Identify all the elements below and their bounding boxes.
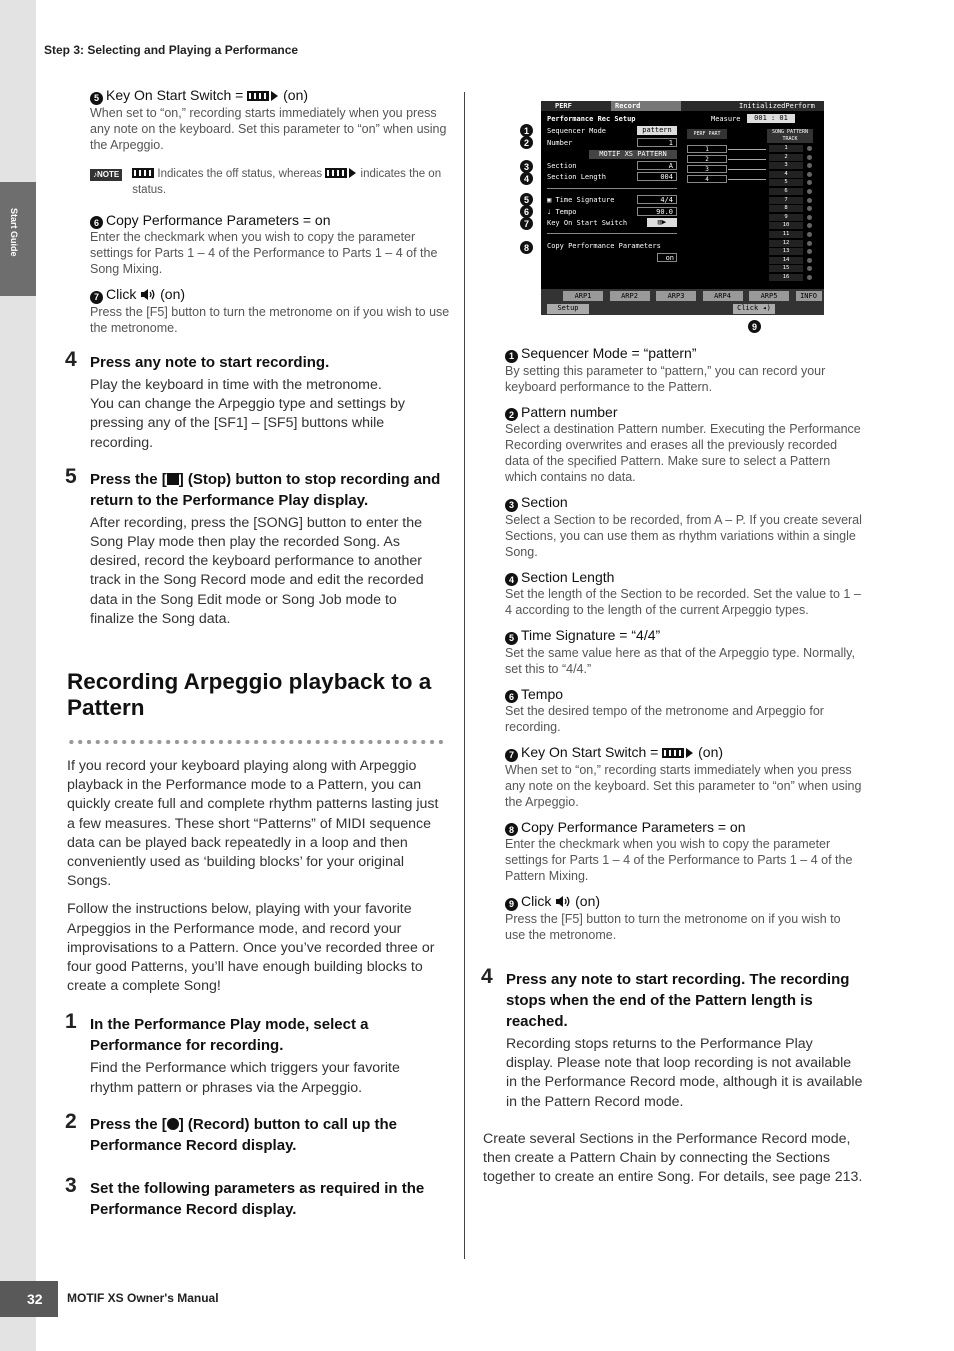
lcd-track-dot-icon [807, 266, 812, 271]
param-desc: Enter the checkmark when you wish to copy the parameter settings for Parts 1 – 4 of the Performance to Parts 1 – 4 of the Song Mixing. [90, 230, 438, 276]
callout-number: 1 [505, 350, 518, 363]
callout-number: 7 [90, 291, 103, 304]
step-5-left [65, 464, 443, 629]
lcd-assign-line [728, 179, 766, 180]
param-suffix: (on) [571, 893, 601, 909]
lcd-song-track-header: SONG PATTERN TRACK [767, 129, 813, 143]
lcd-track-dot-icon [807, 275, 812, 280]
lcd-track-dot-icon [807, 206, 812, 211]
param-title: Copy Performance Parameters = on [521, 818, 746, 835]
lcd-track-cell: 7 [769, 197, 803, 204]
footer-title: MOTIF XS Owner's Manual [67, 1291, 219, 1305]
lcd-track-dot-icon [807, 180, 812, 185]
lcd-track-dot-icon [807, 172, 812, 177]
step-title-a: Press the [ [90, 1115, 167, 1133]
step-number: 4 [481, 965, 493, 988]
lcd-track-cell: 4 [769, 171, 803, 178]
step-number: 3 [65, 1173, 77, 1197]
lcd-callout-marker: 9 [748, 320, 761, 333]
lcd-number-value: 1 [637, 138, 677, 147]
right-param-item [505, 893, 863, 943]
lcd-track-cell: 16 [769, 274, 803, 281]
param-title: Key On Start Switch = [106, 87, 248, 103]
lcd-track-cell: 9 [769, 214, 803, 221]
right-param-item [505, 345, 863, 395]
lcd-track-cell: 3 [769, 162, 803, 169]
callout-number: 4 [505, 573, 518, 586]
param-desc: Enter the checkmark when you wish to copy the parameter settings for Parts 1 – 4 of the Performance to Parts 1 – 4 of the Pattern Mixing. [505, 837, 853, 883]
callout-number: 3 [505, 499, 518, 512]
lcd-arp-button[interactable]: INFO [796, 291, 822, 301]
right-param-item [505, 819, 863, 885]
lcd-arp-button[interactable]: ARP1 [563, 291, 603, 301]
callout-number: 2 [505, 408, 518, 421]
lcd-track-cell: 15 [769, 265, 803, 272]
param-suffix: (on) [156, 286, 186, 302]
section-title: Recording Arpeggio playback to a Pattern [67, 669, 432, 720]
lcd-timesig-label: ▣ Time Signature [547, 196, 615, 204]
right-param-item [505, 744, 863, 810]
callout-number: 9 [505, 898, 518, 911]
lcd-callout-marker: 2 [520, 136, 533, 149]
lcd-part-cell: 2 [687, 155, 727, 163]
step-title-b: ] (Record) button to call up the Performance Record display. [90, 1115, 398, 1154]
step-title-a: Press the [ [90, 470, 167, 488]
param-title: Tempo [521, 685, 564, 702]
lcd-assign-line [728, 169, 766, 170]
step-body: Find the Performance which triggers your favorite rhythm pattern or phrases via the Arpeggio. [90, 1060, 400, 1096]
lcd-record-screen [541, 101, 824, 315]
step-1 [65, 1010, 444, 1097]
param-title: Time Signature = “4/4” [521, 627, 661, 643]
lcd-separator [547, 233, 677, 234]
lcd-track-cell: 2 [769, 154, 803, 161]
left-param-list [90, 87, 450, 345]
lcd-length-value: 004 [637, 172, 677, 181]
lcd-track-dot-icon [807, 241, 812, 246]
param-title: Click [521, 893, 556, 909]
param-desc: Select a Section to be recorded, from A – P. If you create several Sections, you can use them as rhythm variations within a single Song. [505, 512, 862, 559]
lcd-separator [547, 188, 677, 189]
step-2 [65, 1109, 444, 1156]
param-desc: Press the [F5] button to turn the metronome on if you wish to use the metronome. [90, 304, 450, 335]
lcd-track-dot-icon [807, 249, 812, 254]
param-click [90, 286, 450, 336]
right-param-item [505, 686, 863, 736]
note-text-b: indicates the on status. [132, 167, 442, 196]
param-title: Key On Start Switch = [521, 744, 663, 760]
lcd-callout-marker: 3 [520, 160, 533, 173]
speaker-icon [555, 895, 571, 908]
lcd-setup-title: Performance Rec Setup [547, 115, 636, 123]
param-key-on-start [90, 87, 450, 153]
side-tab [0, 182, 36, 296]
section-paragraph-1: If you record your keyboard playing along with Arpeggio playback in the Performance mode to a Pattern, you can quickly create full and complete rhythm patterns lasting just a few measures. These short “Patterns” of MIDI sequence data can be played back repeatedly in a loop and then conveniently used as ‘building blocks’ for your original Songs. [67, 758, 439, 890]
step-title: Press any note to start recording. [90, 354, 330, 371]
note-tag: ♪NOTE [90, 169, 122, 181]
step-body: Recording stops returns to the Performance Play display. Please note that loop recording is not available in the Performance Record mode, although it is available in the Pattern Record mode. [506, 1036, 863, 1110]
lcd-seq-mode-label: Sequencer Mode [547, 127, 607, 135]
lcd-copy-label: Copy Performance Parameters [547, 242, 661, 250]
lcd-arp-button[interactable]: ARP4 [703, 291, 743, 301]
lcd-tempo-label: ♩ Tempo [547, 208, 577, 216]
step-number: 5 [65, 464, 77, 488]
lcd-copy-value: on [657, 253, 677, 262]
lcd-click-tab[interactable]: Click ◂) [733, 304, 775, 314]
param-desc: Set the desired tempo of the metronome and Arpeggio for recording. [505, 704, 824, 734]
param-suffix: (on) [279, 87, 309, 103]
callout-number: 5 [90, 92, 103, 105]
right-param-item [505, 494, 863, 560]
lcd-setup-tab[interactable]: Setup [547, 304, 589, 314]
stop-icon [167, 473, 179, 485]
lcd-callout-marker: 8 [520, 241, 533, 254]
param-desc: Press the [F5] button to turn the metronome on if you wish to use the metronome. [505, 911, 841, 942]
right-param-item [505, 569, 863, 619]
record-icon [167, 1118, 179, 1130]
lcd-number-label: Number [547, 139, 573, 147]
lcd-track-dot-icon [807, 232, 812, 237]
callout-number: 7 [505, 749, 518, 762]
lcd-pattern-name: MOTIF XS PATTERN [589, 150, 677, 159]
lcd-callout-marker: 7 [520, 217, 533, 230]
step-body: After recording, press the [SONG] button to enter the Song Play mode then play the recorded Song. As desired, record the keyboard performance to another track in the Song Record mode and edit the recorded data in the Song Edit mode or Song Job mode to finalize the Song data. [90, 514, 424, 627]
keyboard-on-icon [662, 747, 694, 759]
lcd-section-label: Section [547, 162, 577, 170]
step-number: 1 [65, 1010, 77, 1034]
keyboard-on-icon [325, 167, 357, 179]
keyboard-off-icon [132, 167, 154, 179]
step-title: Set the following parameters as required in the Performance Record display. [90, 1179, 425, 1218]
param-desc: Set the length of the Section to be recorded. Set the value to 1 – 4 according to the length of the current Arpeggio types. [505, 587, 861, 617]
column-divider [464, 92, 465, 1259]
lcd-track-dot-icon [807, 198, 812, 203]
lcd-keyon-label: Key On Start Switch [547, 219, 628, 227]
param-title: Pattern number [521, 403, 618, 420]
lcd-arp-button[interactable]: ARP3 [656, 291, 696, 301]
lcd-track-cell: 11 [769, 231, 803, 238]
section-paragraph-2: Follow the instructions below, playing with your favorite Arpeggios in the Performance mode, and record your improvisations to a Pattern. Once you’ve recorded three or four good Patterns, you’ll have enough building blocks to create a complete Song! [67, 901, 435, 995]
lcd-tempo-value: 90.0 [637, 207, 677, 216]
lcd-assign-line [728, 149, 766, 150]
param-title: Click [106, 286, 141, 302]
param-title: Sequencer Mode = “pattern” [521, 345, 697, 361]
note-text-a: Indicates the off status, whereas [154, 167, 326, 180]
lcd-callout-marker: 6 [520, 205, 533, 218]
lcd-perf-name: InitializedPerform [739, 102, 815, 110]
running-header: Step 3: Selecting and Playing a Performance [44, 43, 299, 57]
step-title-b: ] (Stop) button to stop recording and return to the Performance Play display. [90, 470, 441, 509]
step-title: In the Performance Play mode, select a Performance for recording. [90, 1016, 369, 1055]
lcd-measure-value: 001 : 01 [747, 114, 795, 123]
lcd-track-dot-icon [807, 146, 812, 151]
page-number: 32 [0, 1281, 58, 1317]
right-param-item [505, 404, 863, 486]
param-title: Section Length [521, 568, 615, 585]
callout-number: 8 [505, 823, 518, 836]
right-step-4 [481, 965, 863, 1187]
lcd-track-dot-icon [807, 189, 812, 194]
lcd-mode: PERF [555, 102, 572, 110]
lcd-assign-line [728, 159, 766, 160]
keyboard-on-icon [247, 90, 279, 102]
callout-number: 6 [505, 690, 518, 703]
lcd-arp-button[interactable]: ARP2 [610, 291, 650, 301]
lcd-track-cell: 10 [769, 222, 803, 229]
note-box [90, 166, 450, 198]
right-param-item [505, 627, 863, 677]
lcd-track-cell: 5 [769, 179, 803, 186]
lcd-part-cell: 4 [687, 175, 727, 183]
param-suffix: (on) [694, 744, 724, 760]
lcd-keyon-value: ▥▶ [647, 218, 677, 227]
callout-number: 5 [505, 632, 518, 645]
param-desc: Set the same value here as that of the Arpeggio type. Normally, set this to “4/4.” [505, 645, 855, 676]
lcd-track-cell: 13 [769, 248, 803, 255]
param-title: Copy Performance Parameters = on [106, 211, 331, 228]
lcd-perf-part-header: PERF PART [687, 129, 727, 139]
step-number: 2 [65, 1109, 77, 1133]
step-3 [65, 1173, 444, 1220]
lcd-part-cell: 1 [687, 145, 727, 153]
lcd-seq-mode-value: pattern [637, 126, 677, 135]
dotted-rule [67, 739, 444, 745]
lcd-track-cell: 6 [769, 188, 803, 195]
lcd-track-dot-icon [807, 163, 812, 168]
lcd-part-cell: 3 [687, 165, 727, 173]
lcd-track-dot-icon [807, 155, 812, 160]
lcd-callout-marker: 4 [520, 172, 533, 185]
closing-paragraph: Create several Sections in the Performance Record mode, then create a Pattern Chain by connecting the Sections together to create an entire Song. For details, see page 213. [483, 1130, 863, 1186]
callout-number: 6 [90, 216, 103, 229]
lcd-track-cell: 12 [769, 240, 803, 247]
param-desc: When set to “on,” recording starts immediately when you press any note on the keyboard. Set this parameter to “on” when using the Arpeggio. [505, 762, 862, 809]
lcd-arp-button[interactable]: ARP5 [749, 291, 789, 301]
param-desc: When set to “on,” recording starts immediately when you press any note on the keyboard. Set this parameter to “on” when using the Arpeggio. [90, 105, 447, 152]
lcd-track-cell: 14 [769, 257, 803, 264]
param-title: Section [521, 494, 568, 510]
lcd-track-cell: 1 [769, 145, 803, 152]
step-number: 4 [65, 348, 77, 371]
step-body: Play the keyboard in time with the metronome. You can change the Arpeggio type and settings by pressing any of the [SF1] – [SF5] buttons while recording. [90, 377, 405, 451]
lcd-track-dot-icon [807, 223, 812, 228]
lcd-track-cell: 8 [769, 205, 803, 212]
param-desc: Select a destination Pattern number. Executing the Performance Recording overwrites and erases all the previously recorded data of the specified Pattern. Make sure to select a Pattern which contains no data. [505, 422, 861, 484]
side-tab-label: Start Guide [9, 208, 19, 257]
lcd-section-value: A [637, 161, 677, 170]
speaker-icon [140, 288, 156, 301]
lcd-tab-record: Record [615, 102, 641, 110]
lcd-callout-marker: 5 [520, 193, 533, 206]
lcd-callout-marker: 1 [520, 124, 533, 137]
section-arpeggio-pattern [67, 669, 444, 1220]
right-param-list [505, 345, 863, 952]
lcd-length-label: Section Length [547, 173, 607, 181]
param-copy-performance [90, 212, 450, 278]
lcd-timesig-value: 4/4 [637, 195, 677, 204]
param-desc: By setting this parameter to “pattern,” you can record your keyboard performance to the Pattern. [505, 363, 826, 394]
lcd-track-dot-icon [807, 215, 812, 220]
step-title: Press any note to start recording. The recording stops when the end of the Pattern length is reached. [506, 971, 850, 1030]
lcd-track-dot-icon [807, 258, 812, 263]
lcd-measure-label: Measure [711, 115, 741, 123]
step-4-left [65, 348, 443, 453]
left-steps [65, 348, 443, 629]
